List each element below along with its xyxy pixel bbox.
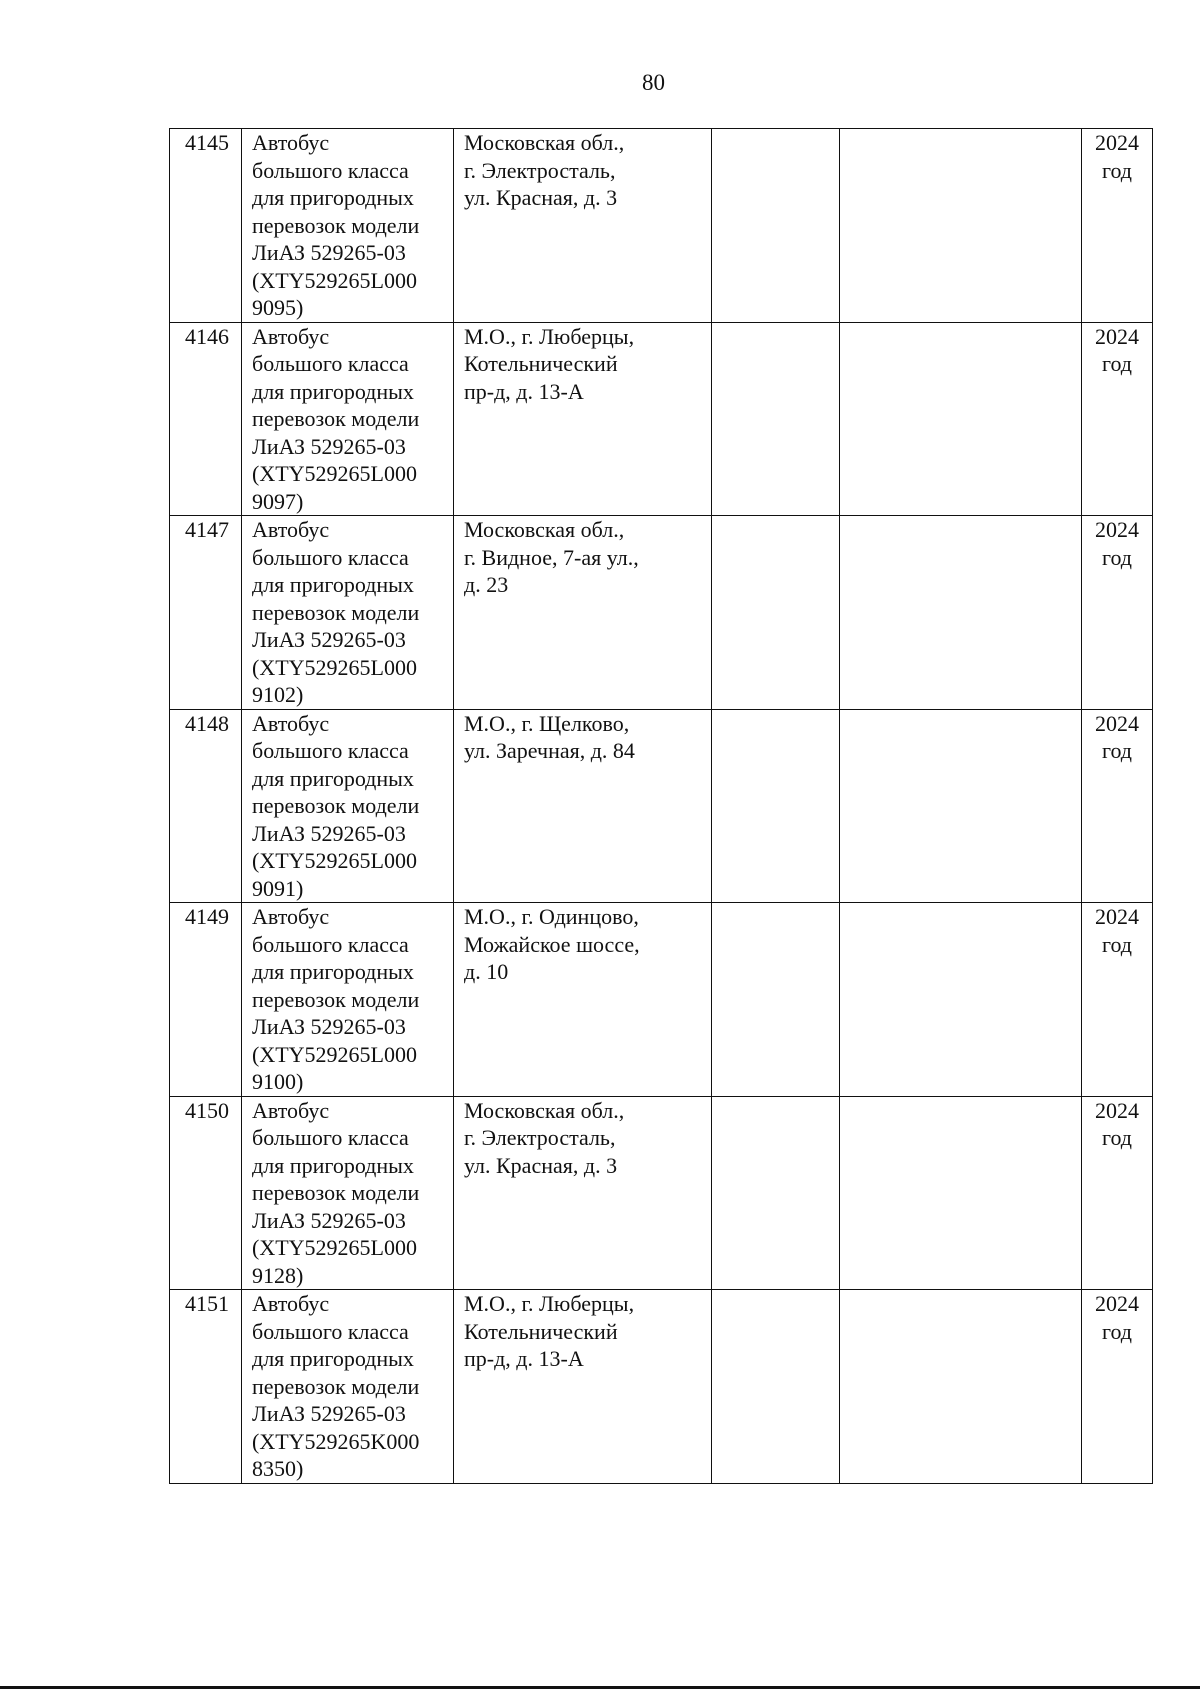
row-number-cell [170, 129, 242, 323]
vehicle-name-line: перевозок модели [252, 986, 420, 1012]
empty-cell-4 [712, 1096, 840, 1290]
vehicle-name-line: перевозок модели [252, 1180, 420, 1205]
vehicle-name-line: Автобус [252, 1291, 330, 1316]
vehicle-name-line: для пригородных [252, 959, 414, 984]
year-line: 2024 [1095, 323, 1139, 349]
row-number-cell [170, 1096, 242, 1290]
year-line: 2024 [1095, 710, 1139, 736]
row-number-cell [170, 322, 242, 516]
empty-cell-4 [712, 516, 840, 710]
row-number: 4148 [185, 710, 229, 736]
table-row [170, 709, 1153, 903]
address-cell [454, 1096, 712, 1290]
vehicle-name-line: 9095) [252, 295, 304, 320]
address-line: Котельнический [464, 351, 618, 376]
empty-cell-4 [712, 1290, 840, 1484]
address-cell [454, 322, 712, 516]
table-row [170, 1290, 1153, 1484]
row-number: 4149 [185, 904, 229, 929]
page-number: 80 [642, 70, 665, 95]
vehicle-name-line: перевозок модели [252, 1373, 420, 1399]
vehicle-name-line: (XTY529265L000 [252, 1235, 417, 1260]
vehicle-name-cell [242, 1290, 454, 1484]
vehicle-name-line: 8350) [252, 1456, 304, 1481]
vehicle-name-line: Автобус [252, 517, 330, 542]
address-cell [454, 1290, 712, 1484]
year-line: год [1101, 544, 1133, 570]
empty-cell-5 [840, 516, 1082, 710]
address-line: Московская обл., [464, 1097, 625, 1123]
vehicle-name-line: ЛиАЗ 529265-03 [252, 820, 406, 846]
address-cell [454, 516, 712, 710]
table-row [170, 1096, 1153, 1290]
vehicle-name-cell [242, 903, 454, 1097]
address-line: Можайское шоссе, [464, 931, 640, 957]
address-line: Московская обл., [464, 130, 625, 155]
address-line: М.О., г. Люберцы, [464, 323, 635, 349]
table-row [170, 903, 1153, 1097]
year-line: 2024 [1095, 1097, 1139, 1123]
address-line: Котельнический [464, 1318, 618, 1344]
empty-cell-5 [840, 1096, 1082, 1290]
vehicle-name-line: большого класса [252, 544, 409, 570]
year-line: год [1101, 738, 1133, 763]
year-cell [1082, 709, 1153, 903]
year-line: год [1101, 157, 1133, 183]
vehicle-name-line: 9128) [252, 1262, 304, 1288]
empty-cell-5 [840, 129, 1082, 323]
empty-cell-5 [840, 1290, 1082, 1484]
row-number: 4147 [185, 517, 229, 542]
vehicle-name-line: 9097) [252, 488, 304, 514]
empty-cell-4 [712, 709, 840, 903]
vehicle-name-line: большого класса [252, 1125, 409, 1150]
vehicle-registry-table [169, 128, 1153, 1484]
vehicle-name-line: перевозок модели [252, 793, 420, 818]
year-line: 2024 [1095, 130, 1139, 155]
address-line: М.О., г. Люберцы, [464, 1291, 635, 1316]
address-line: д. 23 [464, 572, 509, 597]
vehicle-name-line: Автобус [252, 323, 330, 349]
vehicle-name-line: перевозок модели [252, 212, 420, 238]
year-cell [1082, 1096, 1153, 1290]
vehicle-name-cell [242, 1096, 454, 1290]
table-row [170, 516, 1153, 710]
vehicle-name-line: большого класса [252, 351, 409, 376]
vehicle-name-line: 9100) [252, 1069, 304, 1094]
year-cell [1082, 1290, 1153, 1484]
vehicle-name-line: (XTY529265L000 [252, 461, 417, 486]
year-line: 2024 [1095, 904, 1139, 929]
row-number-cell [170, 1290, 242, 1484]
address-line: пр-д, д. 13-А [464, 1346, 584, 1371]
address-line: Московская обл., [464, 517, 625, 542]
year-line: год [1101, 931, 1133, 957]
vehicle-name-cell [242, 129, 454, 323]
vehicle-name-line: (XTY529265L000 [252, 1041, 417, 1067]
vehicle-name-line: для пригородных [252, 1346, 414, 1371]
address-line: М.О., г. Одинцово, [464, 904, 639, 929]
year-cell [1082, 322, 1153, 516]
vehicle-name-cell [242, 322, 454, 516]
address-line: г. Видное, 7-ая ул., [464, 544, 639, 570]
row-number-cell [170, 903, 242, 1097]
table-row [170, 322, 1153, 516]
empty-cell-5 [840, 322, 1082, 516]
row-number: 4146 [185, 323, 229, 349]
row-number: 4151 [185, 1291, 229, 1316]
address-line: ул. Красная, д. 3 [464, 1152, 618, 1178]
vehicle-name-cell [242, 516, 454, 710]
vehicle-name-line: для пригородных [252, 1152, 414, 1178]
vehicle-name-line: перевозок модели [252, 599, 420, 625]
registry-table-body [170, 129, 1153, 1484]
row-number: 4145 [185, 130, 229, 155]
vehicle-name-line: ЛиАЗ 529265-03 [252, 240, 406, 265]
address-line: М.О., г. Щелково, [464, 710, 630, 736]
empty-cell-5 [840, 709, 1082, 903]
address-line: ул. Красная, д. 3 [464, 185, 618, 210]
vehicle-name-line: (XTY529265L000 [252, 267, 417, 293]
vehicle-name-line: 9091) [252, 875, 304, 901]
vehicle-name-line: ЛиАЗ 529265-03 [252, 1207, 406, 1233]
year-cell [1082, 129, 1153, 323]
address-line: ул. Заречная, д. 84 [464, 738, 635, 763]
address-line: д. 10 [464, 959, 509, 984]
vehicle-name-cell [242, 709, 454, 903]
vehicle-name-line: Автобус [252, 1097, 330, 1123]
empty-cell-4 [712, 129, 840, 323]
year-line: год [1101, 1318, 1133, 1344]
address-line: пр-д, д. 13-А [464, 378, 584, 404]
vehicle-name-line: Автобус [252, 904, 330, 929]
vehicle-name-line: большого класса [252, 931, 409, 957]
address-line: г. Электросталь, [464, 1125, 616, 1150]
row-number-cell [170, 516, 242, 710]
vehicle-name-line: для пригородных [252, 765, 414, 791]
vehicle-name-line: (XTY529265L000 [252, 654, 417, 680]
vehicle-name-line: Автобус [252, 710, 330, 736]
address-cell [454, 709, 712, 903]
vehicle-name-line: для пригородных [252, 185, 414, 210]
address-cell [454, 129, 712, 323]
table-row [170, 129, 1153, 323]
vehicle-name-line: большого класса [252, 157, 409, 183]
vehicle-name-line: 9102) [252, 682, 304, 707]
vehicle-name-line: ЛиАЗ 529265-03 [252, 1014, 406, 1039]
empty-cell-4 [712, 903, 840, 1097]
year-cell [1082, 516, 1153, 710]
vehicle-name-line: большого класса [252, 738, 409, 763]
address-cell [454, 903, 712, 1097]
row-number: 4150 [185, 1097, 229, 1123]
vehicle-name-line: для пригородных [252, 378, 414, 404]
address-line: г. Электросталь, [464, 157, 616, 183]
year-line: год [1101, 1125, 1133, 1150]
vehicle-name-line: большого класса [252, 1318, 409, 1344]
year-line: 2024 [1095, 1291, 1139, 1316]
year-cell [1082, 903, 1153, 1097]
empty-cell-4 [712, 322, 840, 516]
vehicle-name-line: ЛиАЗ 529265-03 [252, 627, 406, 652]
row-number-cell [170, 709, 242, 903]
vehicle-name-line: (XTY529265K000 [252, 1428, 420, 1454]
vehicle-name-line: для пригородных [252, 572, 414, 597]
vehicle-name-line: ЛиАЗ 529265-03 [252, 1401, 406, 1426]
vehicle-name-line: Автобус [252, 130, 330, 155]
vehicle-name-line: ЛиАЗ 529265-03 [252, 433, 406, 459]
year-line: 2024 [1095, 517, 1139, 542]
vehicle-name-line: перевозок модели [252, 406, 420, 431]
empty-cell-5 [840, 903, 1082, 1097]
vehicle-name-line: (XTY529265L000 [252, 848, 417, 873]
year-line: год [1101, 351, 1133, 376]
